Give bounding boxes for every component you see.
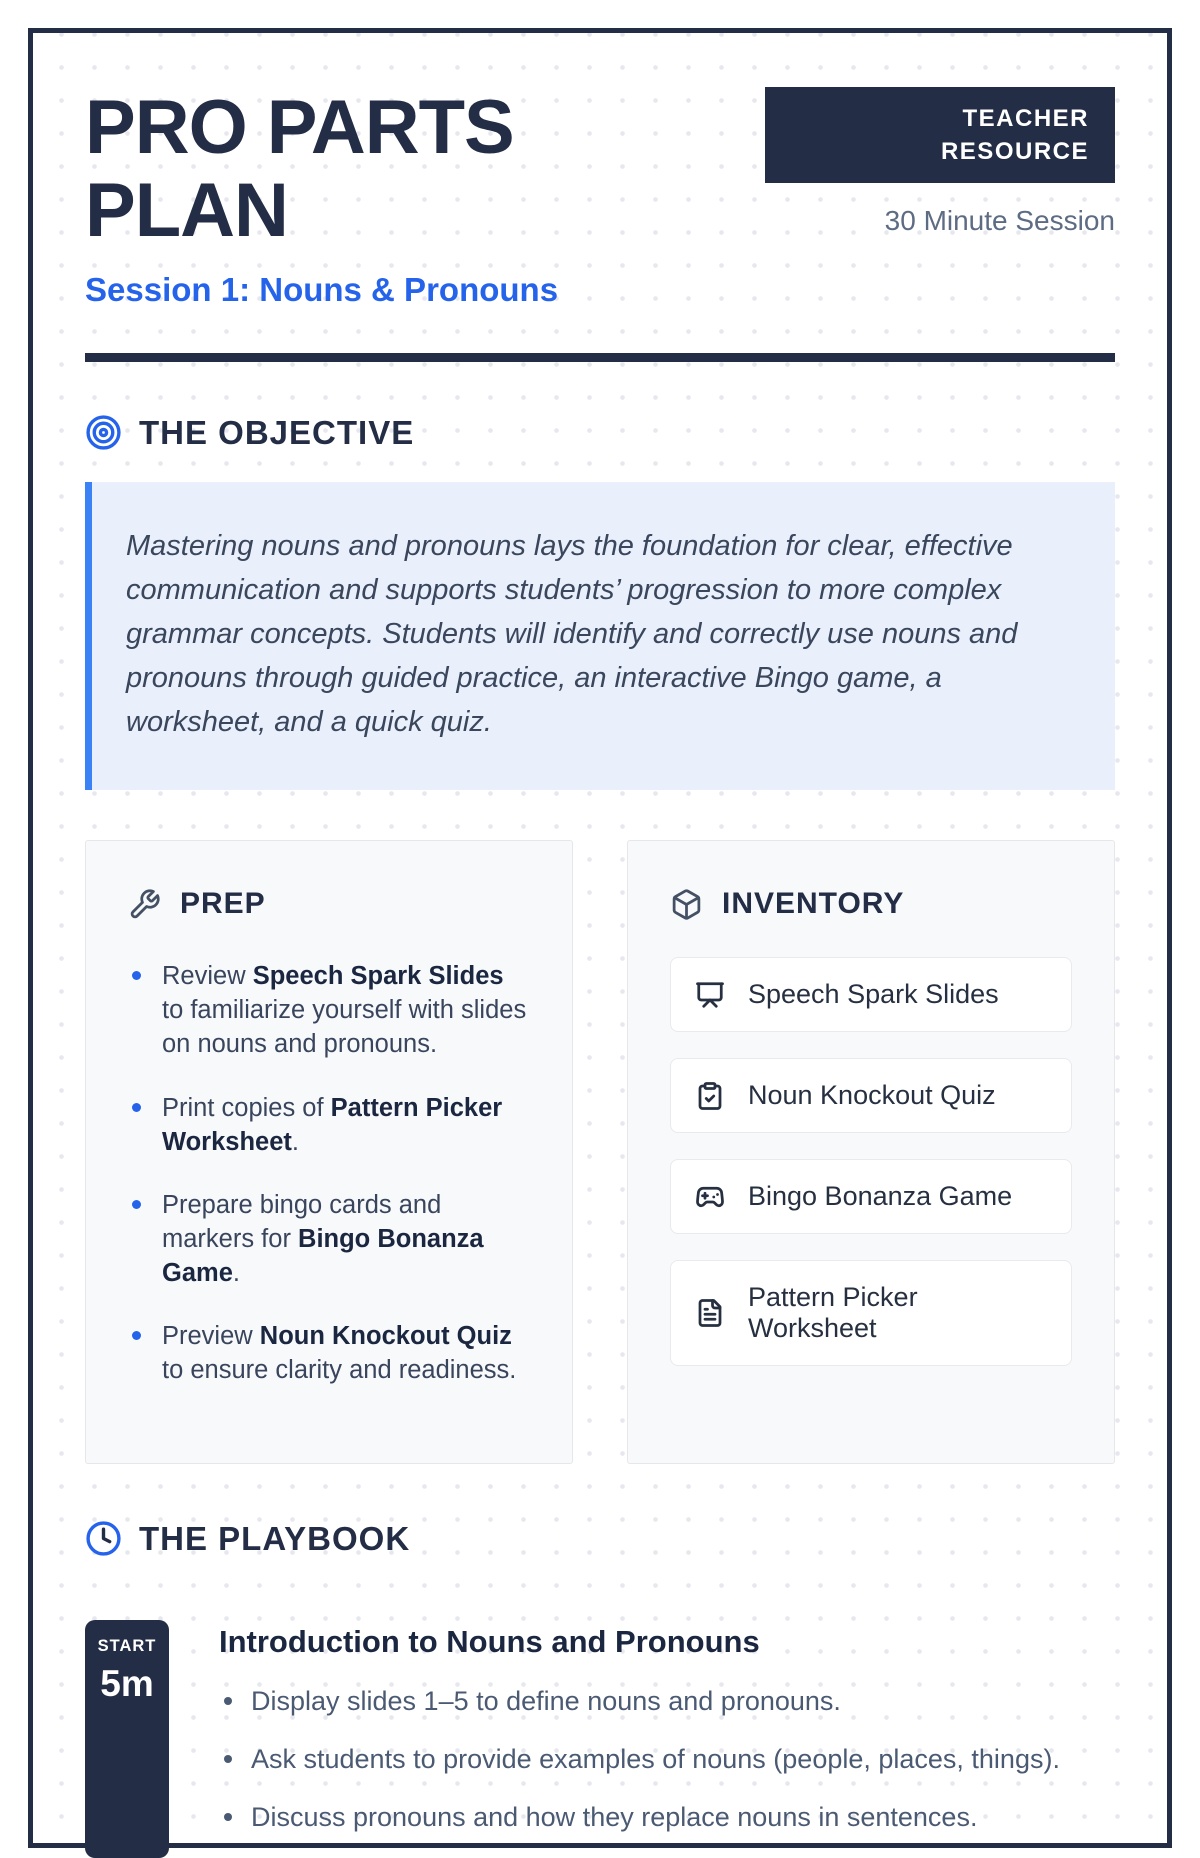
inventory-item: [670, 1058, 1072, 1133]
package-icon: [670, 888, 703, 921]
step-bullet-list: [219, 1684, 1060, 1835]
prep-item: Print copies of Pattern Picker Worksheet.: [128, 1091, 530, 1159]
inventory-item: [670, 1260, 1072, 1366]
prep-item: Prepare bingo cards and markers for Bingo Bonanza Game.: [128, 1188, 530, 1290]
badge-label: TEACHER RESOURCE: [940, 105, 1089, 166]
page-title: PRO PARTS PLAN: [85, 85, 514, 253]
inventory-card: [627, 840, 1115, 1464]
inventory-item: [670, 1159, 1072, 1234]
prep-inventory-row: [85, 840, 1115, 1464]
prep-heading: PREP: [180, 887, 266, 921]
header-meta: [765, 87, 1115, 237]
teacher-resource-badge: [765, 87, 1115, 183]
clipboard-check-icon: [695, 1081, 725, 1111]
page-header: [85, 87, 1115, 253]
gamepad-icon: [695, 1182, 725, 1212]
step-time-badge: [85, 1620, 169, 1858]
wrench-icon: [128, 888, 161, 921]
inventory-item-label: Speech Spark Slides: [748, 979, 999, 1010]
playbook-step: [85, 1620, 1115, 1858]
prep-card: [85, 840, 573, 1464]
target-icon: [85, 414, 122, 451]
step-title: Introduction to Nouns and Pronouns: [219, 1623, 760, 1659]
step-stage-label: START: [97, 1636, 157, 1655]
prep-list: [128, 959, 530, 1388]
step-bullet: Display slides 1–5 to define nouns and pronouns.: [219, 1684, 1060, 1719]
inventory-list: [670, 957, 1072, 1366]
clock-icon: [85, 1520, 122, 1557]
inventory-item-label: Pattern Picker Worksheet: [748, 1282, 918, 1344]
objective-section-header: [85, 414, 1115, 452]
objective-callout: [85, 482, 1115, 790]
prep-item: Preview Noun Knockout Quiz to ensure clarity and readiness.: [128, 1319, 530, 1387]
objective-heading: THE OBJECTIVE: [139, 413, 415, 451]
file-text-icon: [695, 1298, 725, 1328]
step-body: [219, 1620, 1060, 1858]
playbook-heading: THE PLAYBOOK: [139, 1519, 411, 1557]
step-bullet: Discuss pronouns and how they replace nouns in sentences.: [219, 1800, 1060, 1835]
step-duration: 5m: [100, 1662, 154, 1704]
playbook-section-header: [85, 1520, 1115, 1558]
inventory-heading: INVENTORY: [722, 887, 905, 921]
prep-card-header: [128, 887, 530, 921]
session-title: Session 1: Nouns & Pronouns: [85, 270, 559, 308]
inventory-card-header: [670, 887, 1072, 921]
inventory-item-label: Noun Knockout Quiz: [748, 1080, 996, 1111]
objective-text: Mastering nouns and pronouns lays the foundation for clear, effective communication and supports students’ progression to more complex grammar concepts. Students will identify and correctly use nouns and pronouns through guided practice, an interactive Bingo game, a worksheet, and a quick quiz.: [126, 529, 1018, 738]
lesson-plan-page: [28, 28, 1172, 1848]
step-bullet: Ask students to provide examples of nouns (people, places, things).: [219, 1742, 1060, 1777]
prep-item: Review Speech Spark Slides to familiarize yourself with slides on nouns and pronouns.: [128, 959, 530, 1061]
inventory-item: [670, 957, 1072, 1032]
inventory-item-label: Bingo Bonanza Game: [748, 1181, 1013, 1212]
presentation-icon: [695, 980, 725, 1010]
divider-rule: [85, 353, 1115, 362]
session-duration: 30 Minute Session: [884, 205, 1115, 237]
